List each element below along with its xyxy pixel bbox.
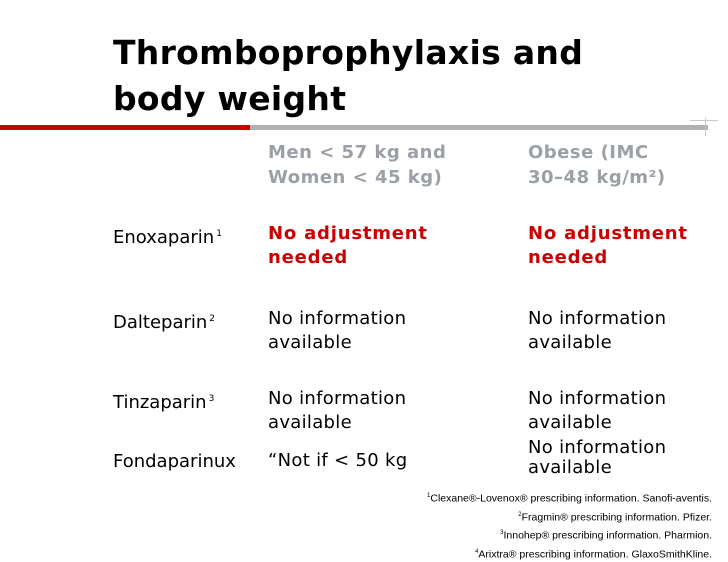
drug-ref: 2 [209,314,215,324]
row-label-enoxaparin [113,222,222,250]
row-label-dalteparin [113,307,215,335]
row-label-fondaparinux [113,450,236,474]
row-label-tinzaparin [113,387,214,415]
ref-num: 2 [518,512,521,518]
drug-name: Enoxaparin [113,227,214,248]
column-header-obese: Obese (IMC 30–48 kg/m²) [528,140,688,190]
drug-name: Dalteparin [113,312,207,333]
drug-ref: 1 [216,229,222,239]
reference-3 [427,525,712,544]
drug-ref: 3 [209,394,215,404]
references [427,488,712,562]
drug-name: Tinzaparin [113,392,207,413]
ref-text: Innohep® prescribing information. Pharmion. [503,530,712,542]
title-line-1: Thromboprophylaxis and [113,30,713,76]
ref-text: Arixtra® prescribing information. GlaxoSmithKline. [478,548,712,560]
cell-enoxaparin-men: No adjustment needed [268,222,488,270]
ref-text: Clexane®-Lovenox® prescribing information. Sanofi-aventis. [430,493,712,505]
cell-fondaparinux-obese: No information available [528,438,708,478]
ref-num: 4 [475,549,478,555]
cell-dalteparin-men: No information available [268,307,488,355]
ref-num: 1 [427,493,430,499]
reference-2 [427,507,712,526]
cell-fondaparinux-men: “Not if < 50 kg [268,449,488,473]
drug-name: Fondaparinux [113,451,236,472]
underline-red-segment [0,125,250,130]
column-header-men: Men < 57 kg and Women < 45 kg) [268,140,488,190]
cell-tinzaparin-men: No information available [268,387,488,435]
reference-1 [427,488,712,507]
cell-enoxaparin-obese: No adjustment needed [528,222,708,270]
title-underline [0,125,708,131]
cell-dalteparin-obese: No information available [528,307,708,355]
reference-4 [427,544,712,562]
ref-num: 3 [500,530,503,536]
underline-gray-segment [250,125,708,130]
ref-text: Fragmin® prescribing information. Pfizer. [522,511,712,523]
title-line-2: body weight [113,76,713,122]
page-title [113,30,713,122]
cell-tinzaparin-obese: No information available [528,387,708,435]
decor-horizontal-line [690,120,718,121]
